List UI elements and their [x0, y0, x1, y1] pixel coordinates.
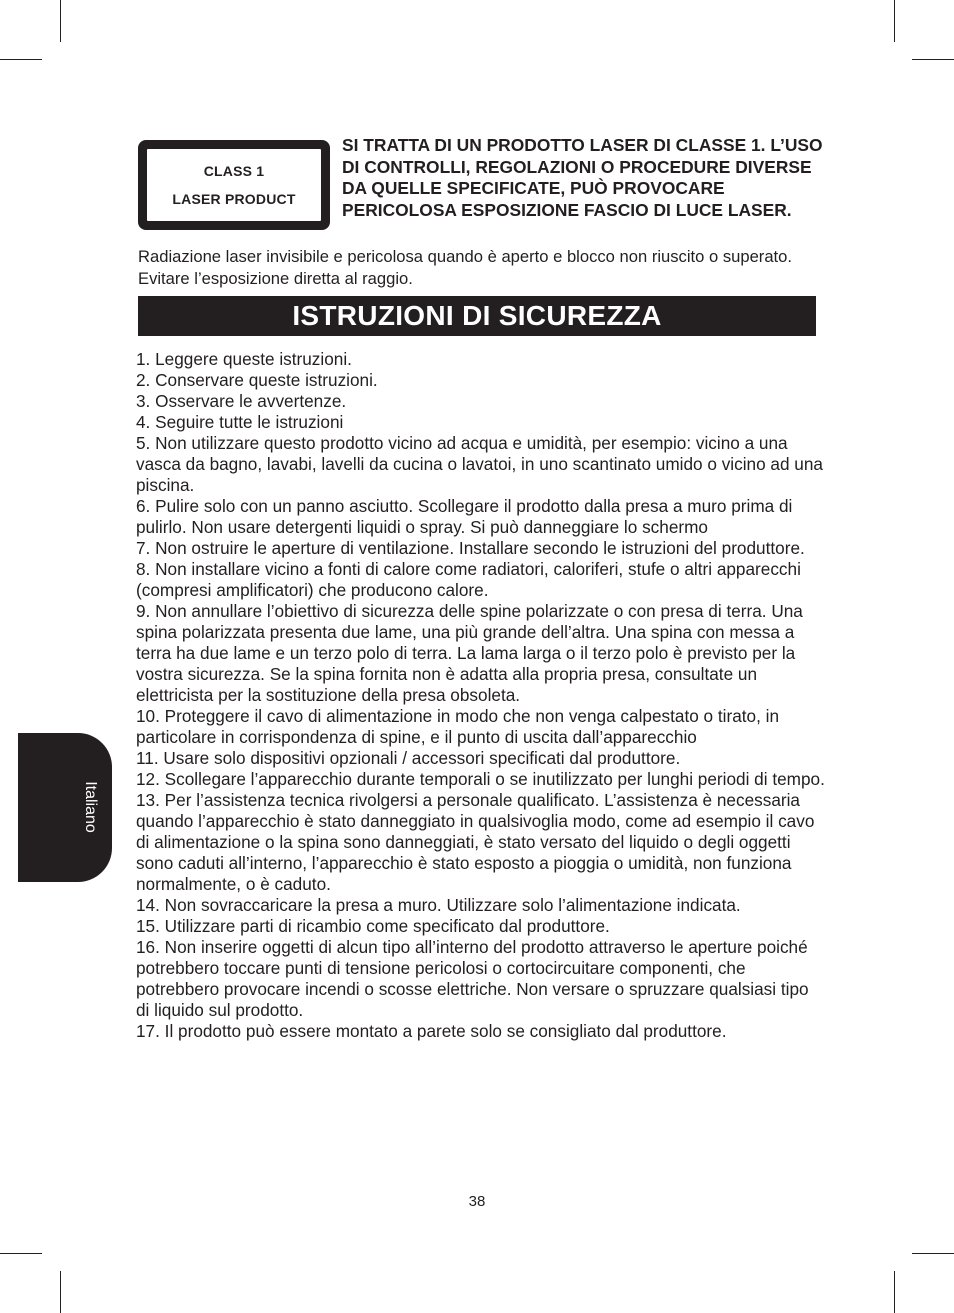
list-item: 2. Conservare queste istruzioni.	[136, 370, 378, 390]
laser-warning-title: SI TRATTA DI UN PRODOTTO LASER DI CLASSE 1. L’USO DI CONTROLLI, REGOLAZIONI O PROCEDURE DIVERSE DA QUELLE SPECIFICATE, PUÒ PROVOCARE PERICOLOSA ESPOSIZIONE FASCIO DI LUCE LASER.	[342, 135, 823, 220]
list-item: 11. Usare solo dispositivi opzionali / accessori specificati dal produttore.	[136, 748, 681, 768]
list-item: 3. Osservare le avvertenze.	[136, 391, 347, 411]
crop-mark	[894, 0, 895, 42]
crop-mark	[0, 1253, 42, 1254]
language-tab-label: Italiano	[82, 781, 99, 833]
list-item: 12. Scollegare l’apparecchio durante temporali o se inutilizzato per lunghi periodi di tempo.	[136, 769, 825, 789]
laser-label-product: LASER PRODUCT	[172, 191, 296, 207]
list-item: 7. Non ostruire le aperture di ventilazione. Installare secondo le istruzioni del produttore.	[136, 538, 805, 558]
laser-label-class: CLASS 1	[203, 163, 265, 179]
laser-label-inner	[147, 149, 321, 221]
list-item: 16. Non inserire oggetti di alcun tipo all’interno del prodotto attraverso le aperture poiché potrebbero toccare punti di tensione pericolosi o cortocircuitare componenti, che potrebbero provocare incendi o scosse elettriche. Non versare o spruzzare qualsiasi tipo di liquido sul prodotto.	[136, 937, 809, 1020]
list-item: 13. Per l’assistenza tecnica rivolgersi a personale qualificato. L’assistenza è necessaria quando l’apparecchio è stato danneggiato in qualsivoglia modo, come ad esempio il cavo di alimentazione o la spina sono danneggiati, è stato versato del liquido o degli oggetti sono caduti all’interno, l’apparecchio è stato esposto a pioggia o umidità, non funziona normalmente, o è caduto.	[136, 790, 815, 894]
list-item: 15. Utilizzare parti di ricambio come specificato dal produttore.	[136, 916, 610, 936]
section-title: ISTRUZIONI DI SICUREZZA	[292, 300, 662, 331]
crop-mark	[912, 59, 954, 60]
crop-mark	[60, 0, 61, 42]
crop-mark	[894, 1271, 895, 1313]
radiation-note: Radiazione laser invisibile e pericolosa quando è aperto e blocco non riuscito o superato. Evitare l’esposizione diretta al raggio.	[138, 247, 793, 288]
language-side-tab	[18, 733, 112, 882]
crop-mark	[912, 1253, 954, 1254]
page-number: 38	[468, 1193, 486, 1210]
crop-mark	[0, 59, 42, 60]
list-item: 5. Non utilizzare questo prodotto vicino ad acqua e umidità, per esempio: vicino a una vasca da bagno, lavabi, lavelli da cucina o lavatoi, in uno scantinato umido o vicino ad una piscina.	[136, 433, 823, 495]
list-item: 6. Pulire solo con un panno asciutto. Scollegare il prodotto dalla presa a muro prima di pulirlo. Non usare detergenti liquidi o spray. Si può danneggiare lo schermo	[136, 496, 793, 537]
class1-laser-label	[138, 140, 330, 230]
list-item: 10. Proteggere il cavo di alimentazione in modo che non venga calpestato o tirato, in particolare in corrispondenza di spine, e il punto di uscita dall’apparecchio	[136, 706, 780, 747]
list-item: 14. Non sovraccaricare la presa a muro. Utilizzare solo l’alimentazione indicata.	[136, 895, 741, 915]
list-item: 17. Il prodotto può essere montato a parete solo se consigliato dal produttore.	[136, 1021, 727, 1041]
list-item: 9. Non annullare l’obiettivo di sicurezza delle spine polarizzate o con presa di terra. Una spina polarizzata presenta due lame, una più grande dell’altra. Una spina con messa a terra ha due lame e un terzo polo di terra. La lama larga o il terzo polo è previsto per la vostra sicurezza. Se la spina fornita non è adatta alla propria presa, consultate un elettricista per la sostituzione della presa obsoleta.	[136, 601, 803, 705]
section-title-bar	[138, 296, 816, 336]
crop-mark	[60, 1271, 61, 1313]
list-item: 8. Non installare vicino a fonti di calore come radiatori, caloriferi, stufe o altri apparecchi (compresi amplificatori) che producono calore.	[136, 559, 801, 600]
list-item: 4. Seguire tutte le istruzioni	[136, 412, 344, 432]
list-item: 1. Leggere queste istruzioni.	[136, 349, 352, 369]
safety-instructions-list	[136, 349, 826, 1042]
